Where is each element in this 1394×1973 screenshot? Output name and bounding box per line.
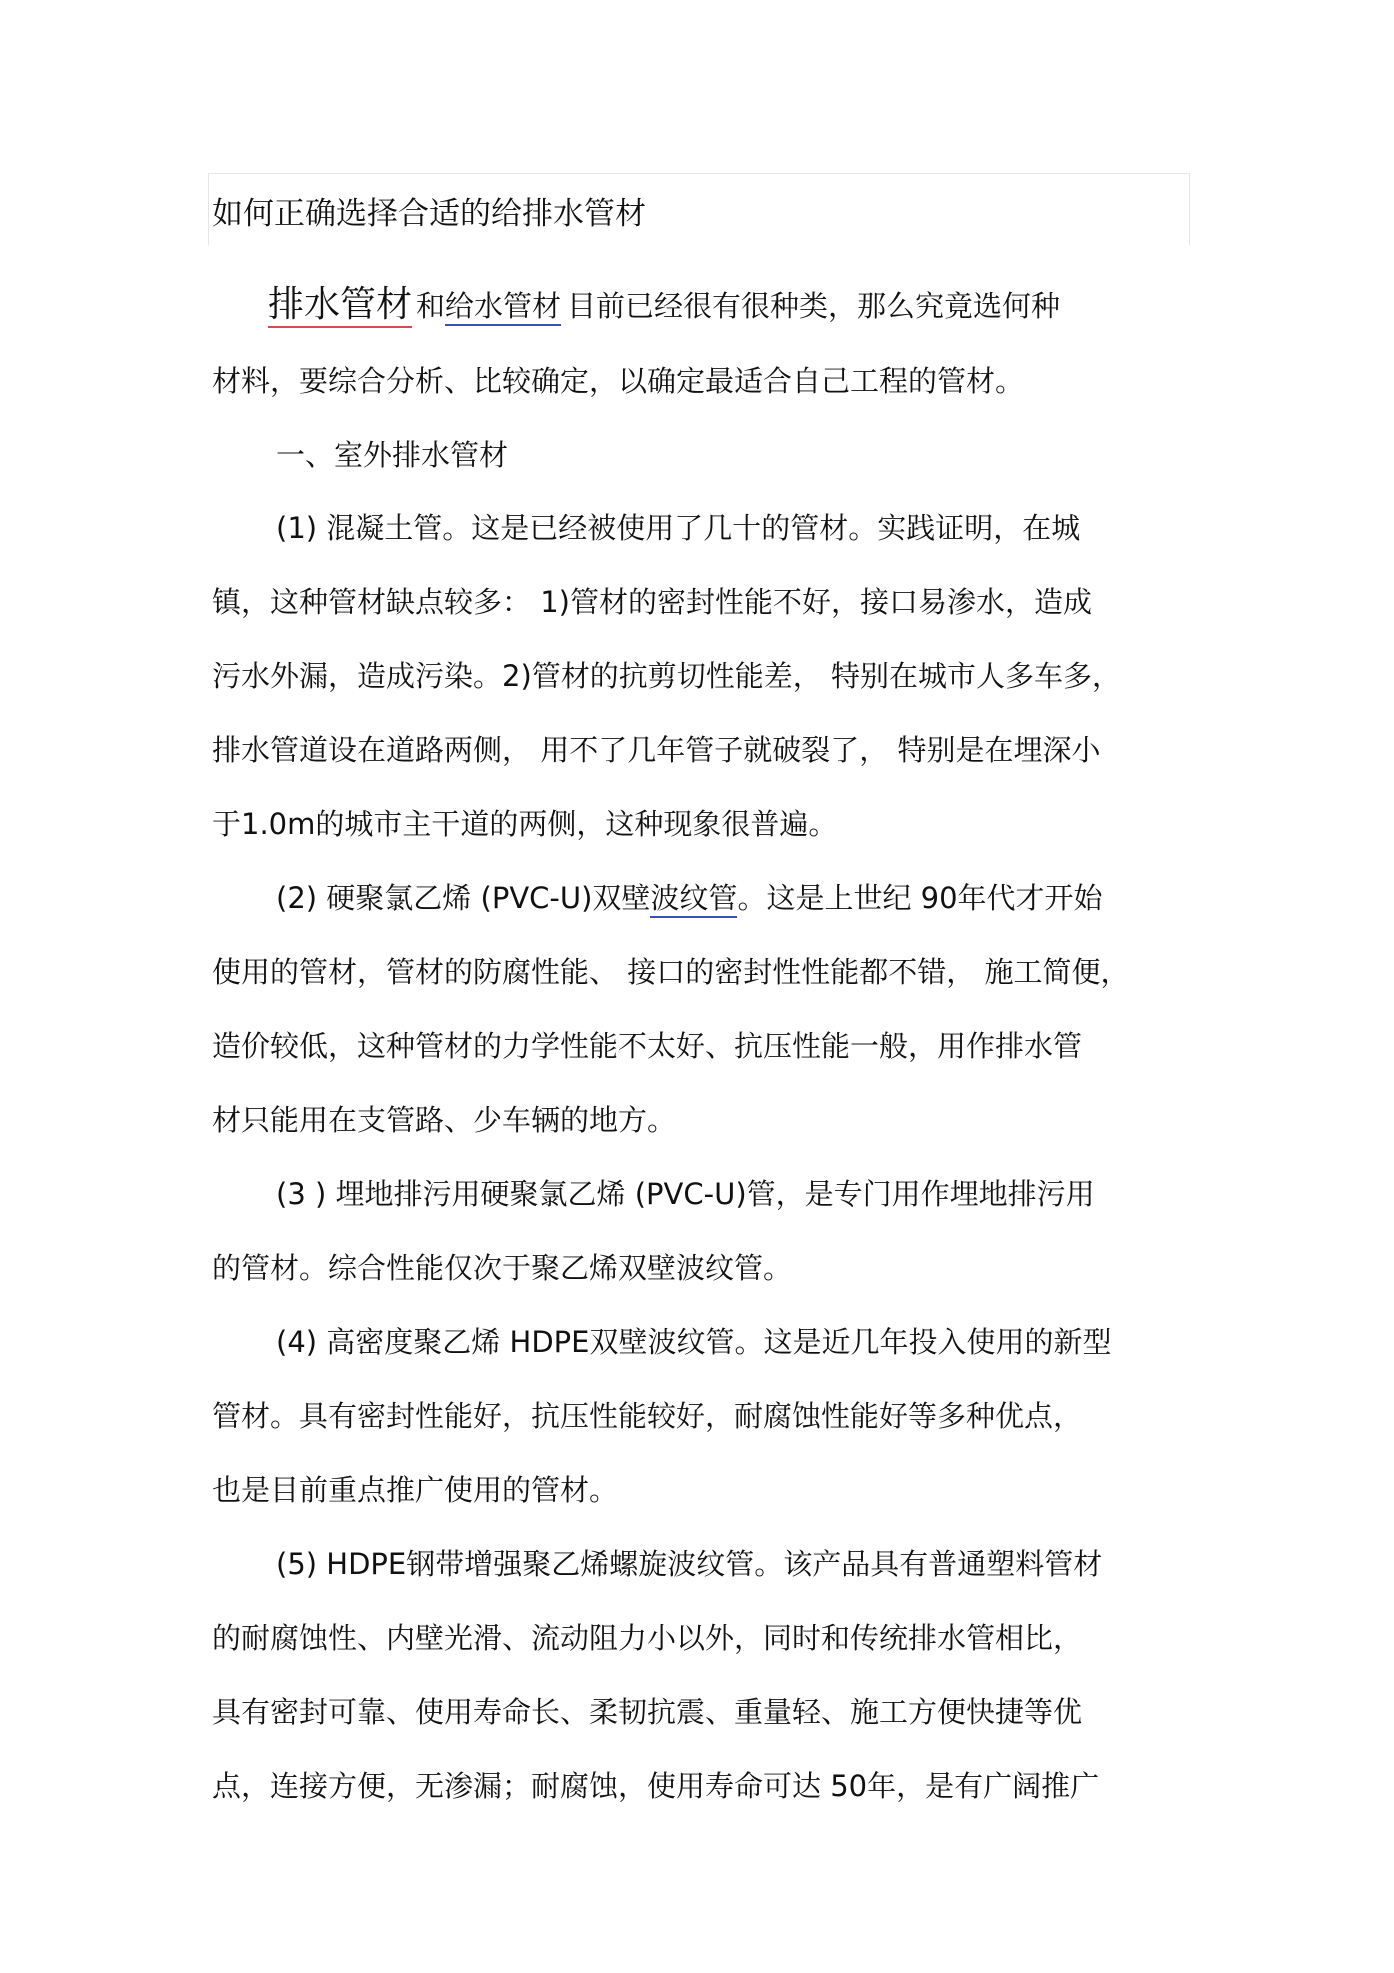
corrugated-pipe-link[interactable]: 波纹管 [650, 881, 737, 918]
item1-line-1: (1) 混凝土管。这是已经被使用了几十的管材。实践证明，在城 [276, 511, 1081, 545]
item2-line-1 [276, 878, 1103, 918]
intro-line-1 [268, 285, 1060, 326]
page-title: 如何正确选择合适的给排水管材 [212, 196, 646, 232]
item5-line-1: (5) HDPE钢带增强聚乙烯螺旋波纹管。该产品具有普通塑料管材 [276, 1547, 1103, 1581]
item4-line-1: (4) 高密度聚乙烯 HDPE双壁波纹管。这是近几年投入使用的新型 [276, 1325, 1112, 1359]
item4-line-2: 管材。具有密封性能好，抗压性能较好，耐腐蚀性能好等多种优点， [212, 1399, 1083, 1433]
item4-line-3: 也是目前重点推广使用的管材。 [212, 1473, 619, 1507]
water-supply-pipe-link[interactable]: 给水管材 [445, 289, 561, 326]
item3-line-1: (3 ) 埋地排污用硬聚氯乙烯 (PVC-U)管，是专门用作埋地排污用 [276, 1177, 1095, 1211]
intro-connector: 和 [416, 289, 446, 323]
item5-line-4: 点，连接方便，无渗漏；耐腐蚀，使用寿命可达 50年，是有广阔推广 [212, 1769, 1100, 1803]
item1-line-5: 于1.0m的城市主干道的两侧，这种现象很普遍。 [212, 807, 838, 841]
intro-text: 目前已经很有很种类，那么究竟选何种 [567, 289, 1061, 323]
intro-line-2: 材料，要综合分析、比较确定，以确定最适合自己工程的管材。 [212, 364, 1025, 398]
item5-line-3: 具有密封可靠、使用寿命长、柔韧抗震、重量轻、施工方便快捷等优 [212, 1695, 1083, 1729]
item5-line-2: 的耐腐蚀性、内壁光滑、流动阻力小以外，同时和传统排水管相比， [212, 1621, 1083, 1655]
item3-line-2: 的管材。综合性能仅次于聚乙烯双壁波纹管。 [212, 1251, 793, 1285]
section-heading: 一、室外排水管材 [276, 438, 509, 472]
item2-line-3: 造价较低，这种管材的力学性能不太好、抗压性能一般，用作排水管 [212, 1029, 1083, 1063]
drainage-pipe-link[interactable]: 排水管材 [268, 284, 412, 328]
item2-text-a: (2) 硬聚氯乙烯 (PVC-U)双壁 [276, 881, 651, 915]
item1-line-3: 污水外漏，造成污染。2)管材的抗剪切性能差， 特别在城市人多车多， [212, 659, 1121, 693]
item1-line-2: 镇，这种管材缺点较多： 1)管材的密封性能不好，接口易渗水，造成 [212, 585, 1092, 619]
item2-line-2: 使用的管材，管材的防腐性能、 接口的密封性性能都不错， 施工简便， [212, 955, 1130, 989]
item2-line-4: 材只能用在支管路、少车辆的地方。 [212, 1103, 677, 1137]
item1-line-4: 排水管道设在道路两侧， 用不了几年管子就破裂了， 特别是在埋深小 [212, 733, 1101, 767]
item2-text-b: 。这是上世纪 90年代才开始 [737, 881, 1103, 915]
